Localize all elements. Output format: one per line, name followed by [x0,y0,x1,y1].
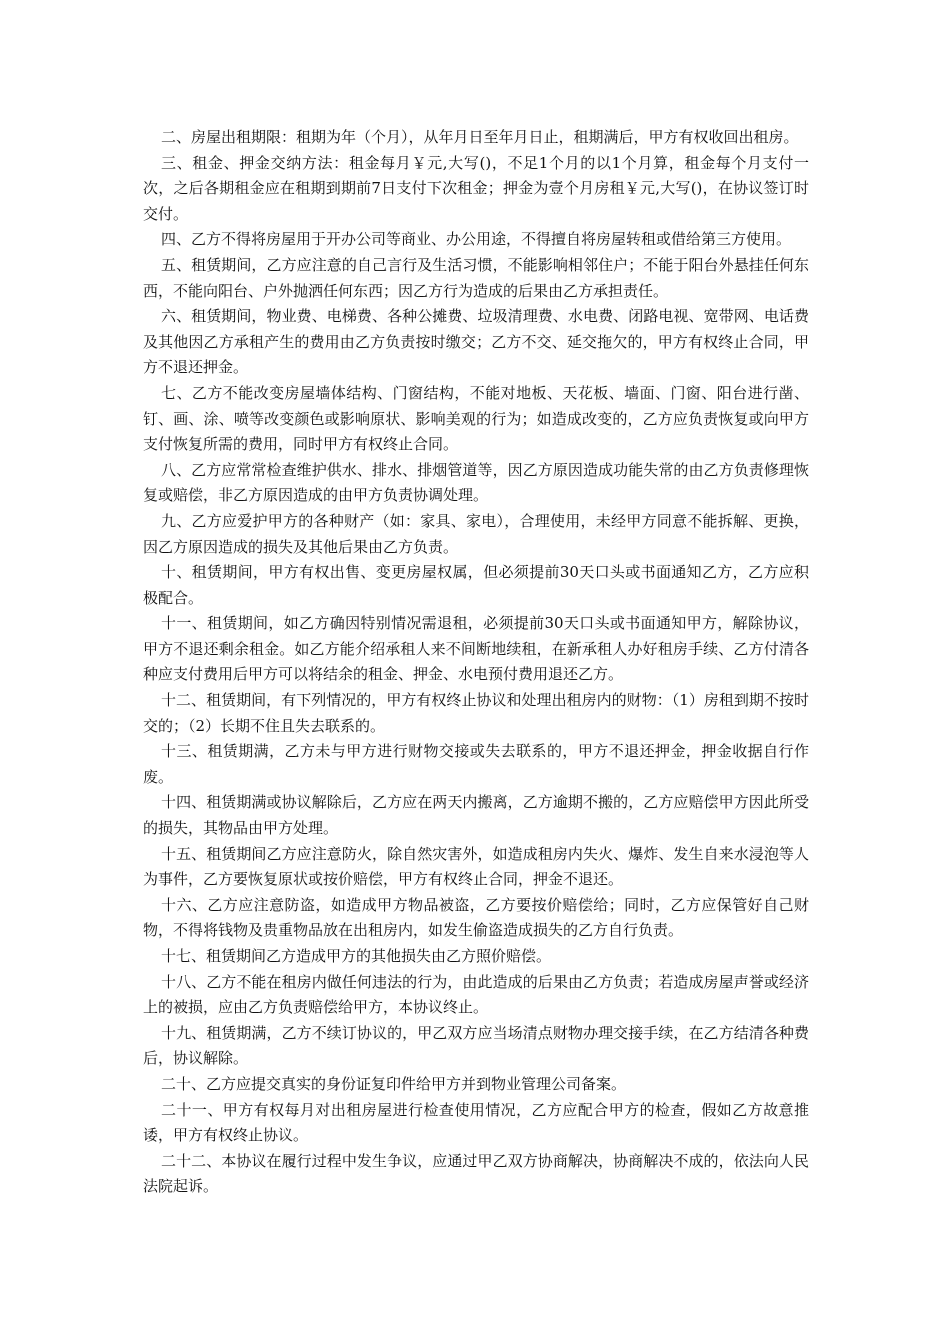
clause-13: 十三、租赁期满，乙方未与甲方进行财物交接或失去联系的，甲方不退还押金，押金收据自行作废。 [143,742,809,786]
clause-17: 十七、租赁期间乙方造成甲方的其他损失由乙方照价赔偿。 [161,947,552,965]
clause-3: 三、租金、押金交纳方法：租金每月￥元,大写()，不足1个月的以1个月算，租金每个月支付一次，之后各期租金应在租期到期前7日支付下次租金；押金为壹个月房租￥元,大写()，在协议签订时交付。 [143,153,809,223]
clause-20: 二十、乙方应提交真实的身份证复印件给甲方并到物业管理公司备案。 [161,1074,627,1093]
clause-21: 二十一、甲方有权每月对出租房屋进行检查使用情况，乙方应配合甲方的检查，假如乙方故意推诿，甲方有权终止协议。 [143,1100,809,1145]
clause-15: 十五、租赁期间乙方应注意防火，除自然灾害外，如造成租房内失火、爆炸、发生自来水浸泡等人为事件，乙方要恢复原状或按价赔偿，甲方有权终止合同，押金不退还。 [143,844,809,889]
clause-11: 十一、租赁期间，如乙方确因特别情况需退租，必须提前30天口头或书面通知甲方，解除协议，甲方不退还剩余租金。如乙方能介绍承租人来不间断地续租，在新承租人办好租房手续、乙方付清各种应支付费用后甲方可以将结余的租金、押金、水电预付费用退还乙方。 [143,614,809,684]
clause-16: 十六、乙方应注意防盗，如造成甲方物品被盗，乙方要按价赔偿给；同时，乙方应保管好自己财物，不得将钱物及贵重物品放在出租房内，如发生偷盗造成损失的乙方自行负责。 [143,895,809,940]
clause-9: 九、乙方应爱护甲方的各种财产（如：家具、家电），合理使用，未经甲方同意不能拆解、更换，因乙方原因造成的损失及其他后果由乙方负责。 [143,511,809,556]
clause-8: 八、乙方应常常检查维护供水、排水、排烟管道等，因乙方原因造成功能失常的由乙方负责修理恢复或赔偿，非乙方原因造成的由甲方负责协调处理。 [143,460,809,505]
contract-clauses [143,125,809,1200]
clause-12: 十二、租赁期间，有下列情况的，甲方有权终止协议和处理出租房内的财物：（1）房租到期不按时交的；（2）长期不住且失去联系的。 [143,691,809,735]
clause-7: 七、乙方不能改变房屋墙体结构、门窗结构，不能对地板、天花板、墙面、门窗、阳台进行凿、钉、画、涂、喷等改变颜色或影响原状、影响美观的行为；如造成改变的，乙方应负责恢复或向甲方支付恢复所需的费用，同时甲方有权终止合同。 [143,383,809,454]
clause-19: 十九、租赁期满，乙方不续订协议的，甲乙双方应当场清点财物办理交接手续，在乙方结清各种费后，协议解除。 [143,1023,809,1068]
clause-6: 六、租赁期间，物业费、电梯费、各种公摊费、垃圾清理费、水电费、闭路电视、宽带网、电话费及其他因乙方承租产生的费用由乙方负责按时缴交；乙方不交、延交拖欠的，甲方有权终止合同，甲方不退还押金。 [143,307,809,377]
clause-2: 二、房屋出租期限：租期为年（个月），从年月日至年月日止，租期满后，甲方有权收回出租房。 [161,128,799,146]
clause-22: 二十二、本协议在履行过程中发生争议，应通过甲乙双方协商解决，协商解决不成的，依法向人民法院起诉。 [143,1151,809,1196]
clause-14: 十四、租赁期满或协议解除后，乙方应在两天内搬离，乙方逾期不搬的，乙方应赔偿甲方因此所受的损失，其物品由甲方处理。 [143,793,809,838]
clause-4: 四、乙方不得将房屋用于开办公司等商业、办公用途，不得擅自将房屋转租或借给第三方使用。 [161,230,792,249]
clause-10: 十、租赁期间，甲方有权出售、变更房屋权属，但必须提前30天口头或书面通知乙方，乙方应积极配合。 [143,563,809,607]
clause-18: 十八、乙方不能在租房内做任何违法的行为，由此造成的后果由乙方负责；若造成房屋声誉或经济上的被损，应由乙方负责赔偿给甲方，本协议终止。 [143,972,809,1017]
clause-5: 五、租赁期间，乙方应注意的自己言行及生活习惯，不能影响相邻住户；不能于阳台外悬挂任何东西，不能向阳台、户外抛洒任何东西；因乙方行为造成的后果由乙方承担责任。 [143,255,809,300]
